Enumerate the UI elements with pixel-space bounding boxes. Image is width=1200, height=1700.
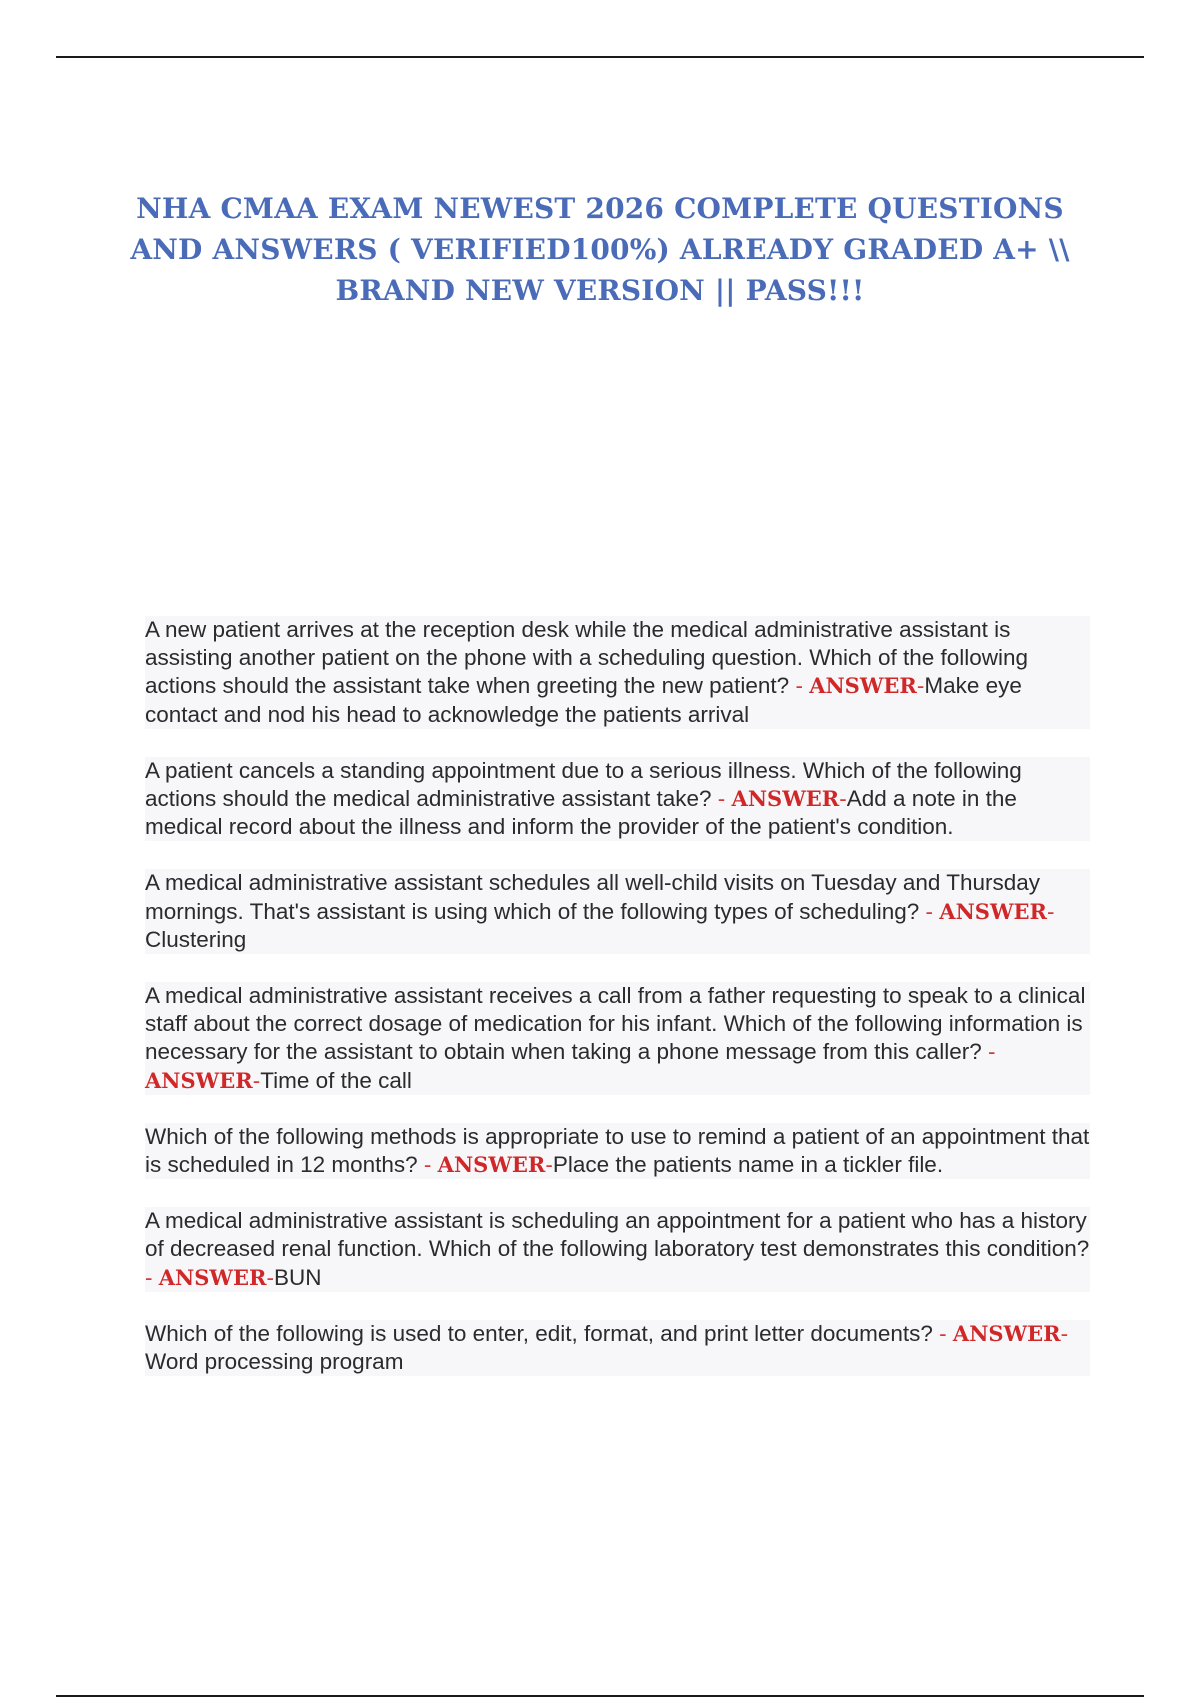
answer-prefix: -: [789, 673, 810, 699]
question-text: A new patient arrives at the reception desk while the medical administrative assistant is assisting another patient on the phone with a scheduling question. Which of the following actions should the assistant take when greeting the new patient?: [145, 617, 1029, 699]
answer-label: ANSWER: [145, 1067, 253, 1093]
question-text: Which of the following is used to enter, edit, format, and print letter documents?: [145, 1320, 933, 1346]
answer-prefix: -: [711, 786, 732, 812]
answer-prefix: -: [919, 898, 940, 924]
top-rule: [56, 56, 1144, 58]
qa-item: [145, 616, 1090, 729]
answer-prefix: -: [145, 1264, 159, 1290]
answer-label: ANSWER: [939, 898, 1047, 924]
answer-suffix: -: [266, 1264, 274, 1290]
qa-item: [145, 1123, 1090, 1179]
answer-suffix: -: [1047, 898, 1055, 924]
bottom-rule: [56, 1695, 1144, 1697]
answer-text: Word processing program: [145, 1349, 404, 1375]
answer-prefix: -: [932, 1320, 953, 1346]
qa-item: [145, 869, 1090, 954]
answer-text: Place the patients name in a tickler file.: [552, 1152, 944, 1178]
question-text: A medical administrative assistant is scheduling an appointment for a patient who has a history of decreased renal function. Which of the following laboratory test demonstrates this condition?: [145, 1208, 1090, 1262]
answer-label: ANSWER: [731, 786, 840, 812]
answer-suffix: -: [545, 1152, 553, 1178]
answer-text: Make eye contact and nod his head to acknowledge the patients arrival: [145, 673, 1022, 727]
qa-item: [145, 1320, 1090, 1376]
document-title: NHA CMAA EXAM NEWEST 2026 COMPLETE QUESTIONS AND ANSWERS ( VERIFIED100%) ALREADY GRADED A+ \\ BRAND NEW VERSION || PASS!!!: [130, 192, 1070, 307]
question-text: A patient cancels a standing appointment due to a serious illness. Which of the following actions should the medical administrative assistant take?: [145, 757, 1022, 812]
question-text: A medical administrative assistant receives a call from a father requesting to speak to a clinical staff about the correct dosage of medication for his infant. Which of the following information is necessary for the assistant to obtain when taking a phone message from this caller?: [145, 983, 1086, 1065]
answer-prefix: -: [981, 1039, 996, 1065]
qa-item: [145, 1207, 1090, 1292]
qa-list: [145, 616, 1090, 1404]
question-text: A medical administrative assistant schedules all well-child visits on Tuesday and Thursday mornings. That's assistant is using which of the following types of scheduling?: [145, 870, 1041, 924]
answer-label: ANSWER: [809, 673, 917, 699]
qa-item: [145, 757, 1090, 842]
answer-text: Time of the call: [260, 1067, 412, 1093]
answer-text: BUN: [273, 1264, 322, 1290]
answer-label: ANSWER: [437, 1152, 546, 1178]
answer-label: ANSWER: [952, 1320, 1061, 1346]
answer-suffix: -: [252, 1067, 261, 1093]
qa-item: [145, 982, 1090, 1095]
answer-prefix: -: [417, 1152, 438, 1178]
answer-text: Clustering: [145, 926, 247, 952]
answer-suffix: -: [916, 673, 925, 699]
answer-suffix: -: [839, 786, 847, 812]
answer-suffix: -: [1060, 1320, 1069, 1346]
question-text: Which of the following methods is appropriate to use to remind a patient of an appointment that is scheduled in 12 months?: [145, 1123, 1090, 1178]
answer-label: ANSWER: [158, 1264, 267, 1290]
answer-text: Add a note in the medical record about the illness and inform the provider of the patient's condition.: [145, 786, 1017, 840]
